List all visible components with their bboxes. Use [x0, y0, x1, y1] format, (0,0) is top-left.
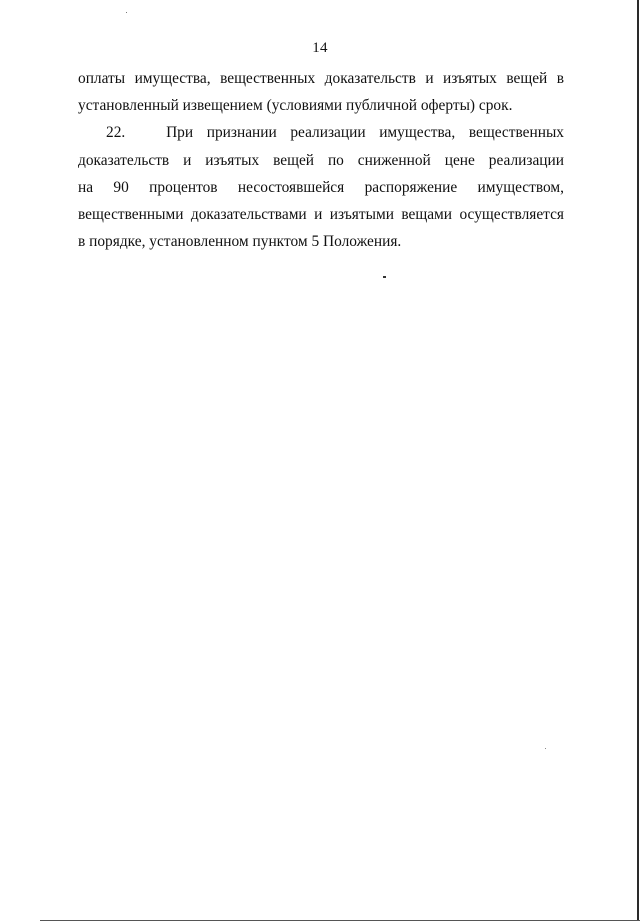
- paragraph-1: [78, 65, 564, 119]
- scan-border-right: [637, 0, 639, 921]
- text-line: вещественными доказательствами и изъятыми вещами осуществляется: [78, 205, 564, 223]
- scan-speck: [383, 276, 386, 278]
- text-line: в порядке, установленном пунктом 5 Положения.: [78, 233, 402, 251]
- text-line: на 90 процентов несостоявшейся распоряжение имуществом,: [78, 178, 564, 196]
- text-line: доказательств и изъятых вещей по сниженной цене реализации: [78, 151, 564, 169]
- text-line: 22. При признании реализации имущества, вещественных: [106, 124, 564, 142]
- text-line: установленный извещением (условиями публичной оферты) срок.: [78, 97, 513, 115]
- body-text: [78, 65, 564, 255]
- scan-speck: [545, 748, 546, 749]
- text-line: оплаты имущества, вещественных доказательств и изъятых вещей в: [78, 70, 564, 87]
- scan-speck: [126, 12, 127, 13]
- page-number: 14: [312, 40, 328, 56]
- paragraph-2: [78, 119, 564, 255]
